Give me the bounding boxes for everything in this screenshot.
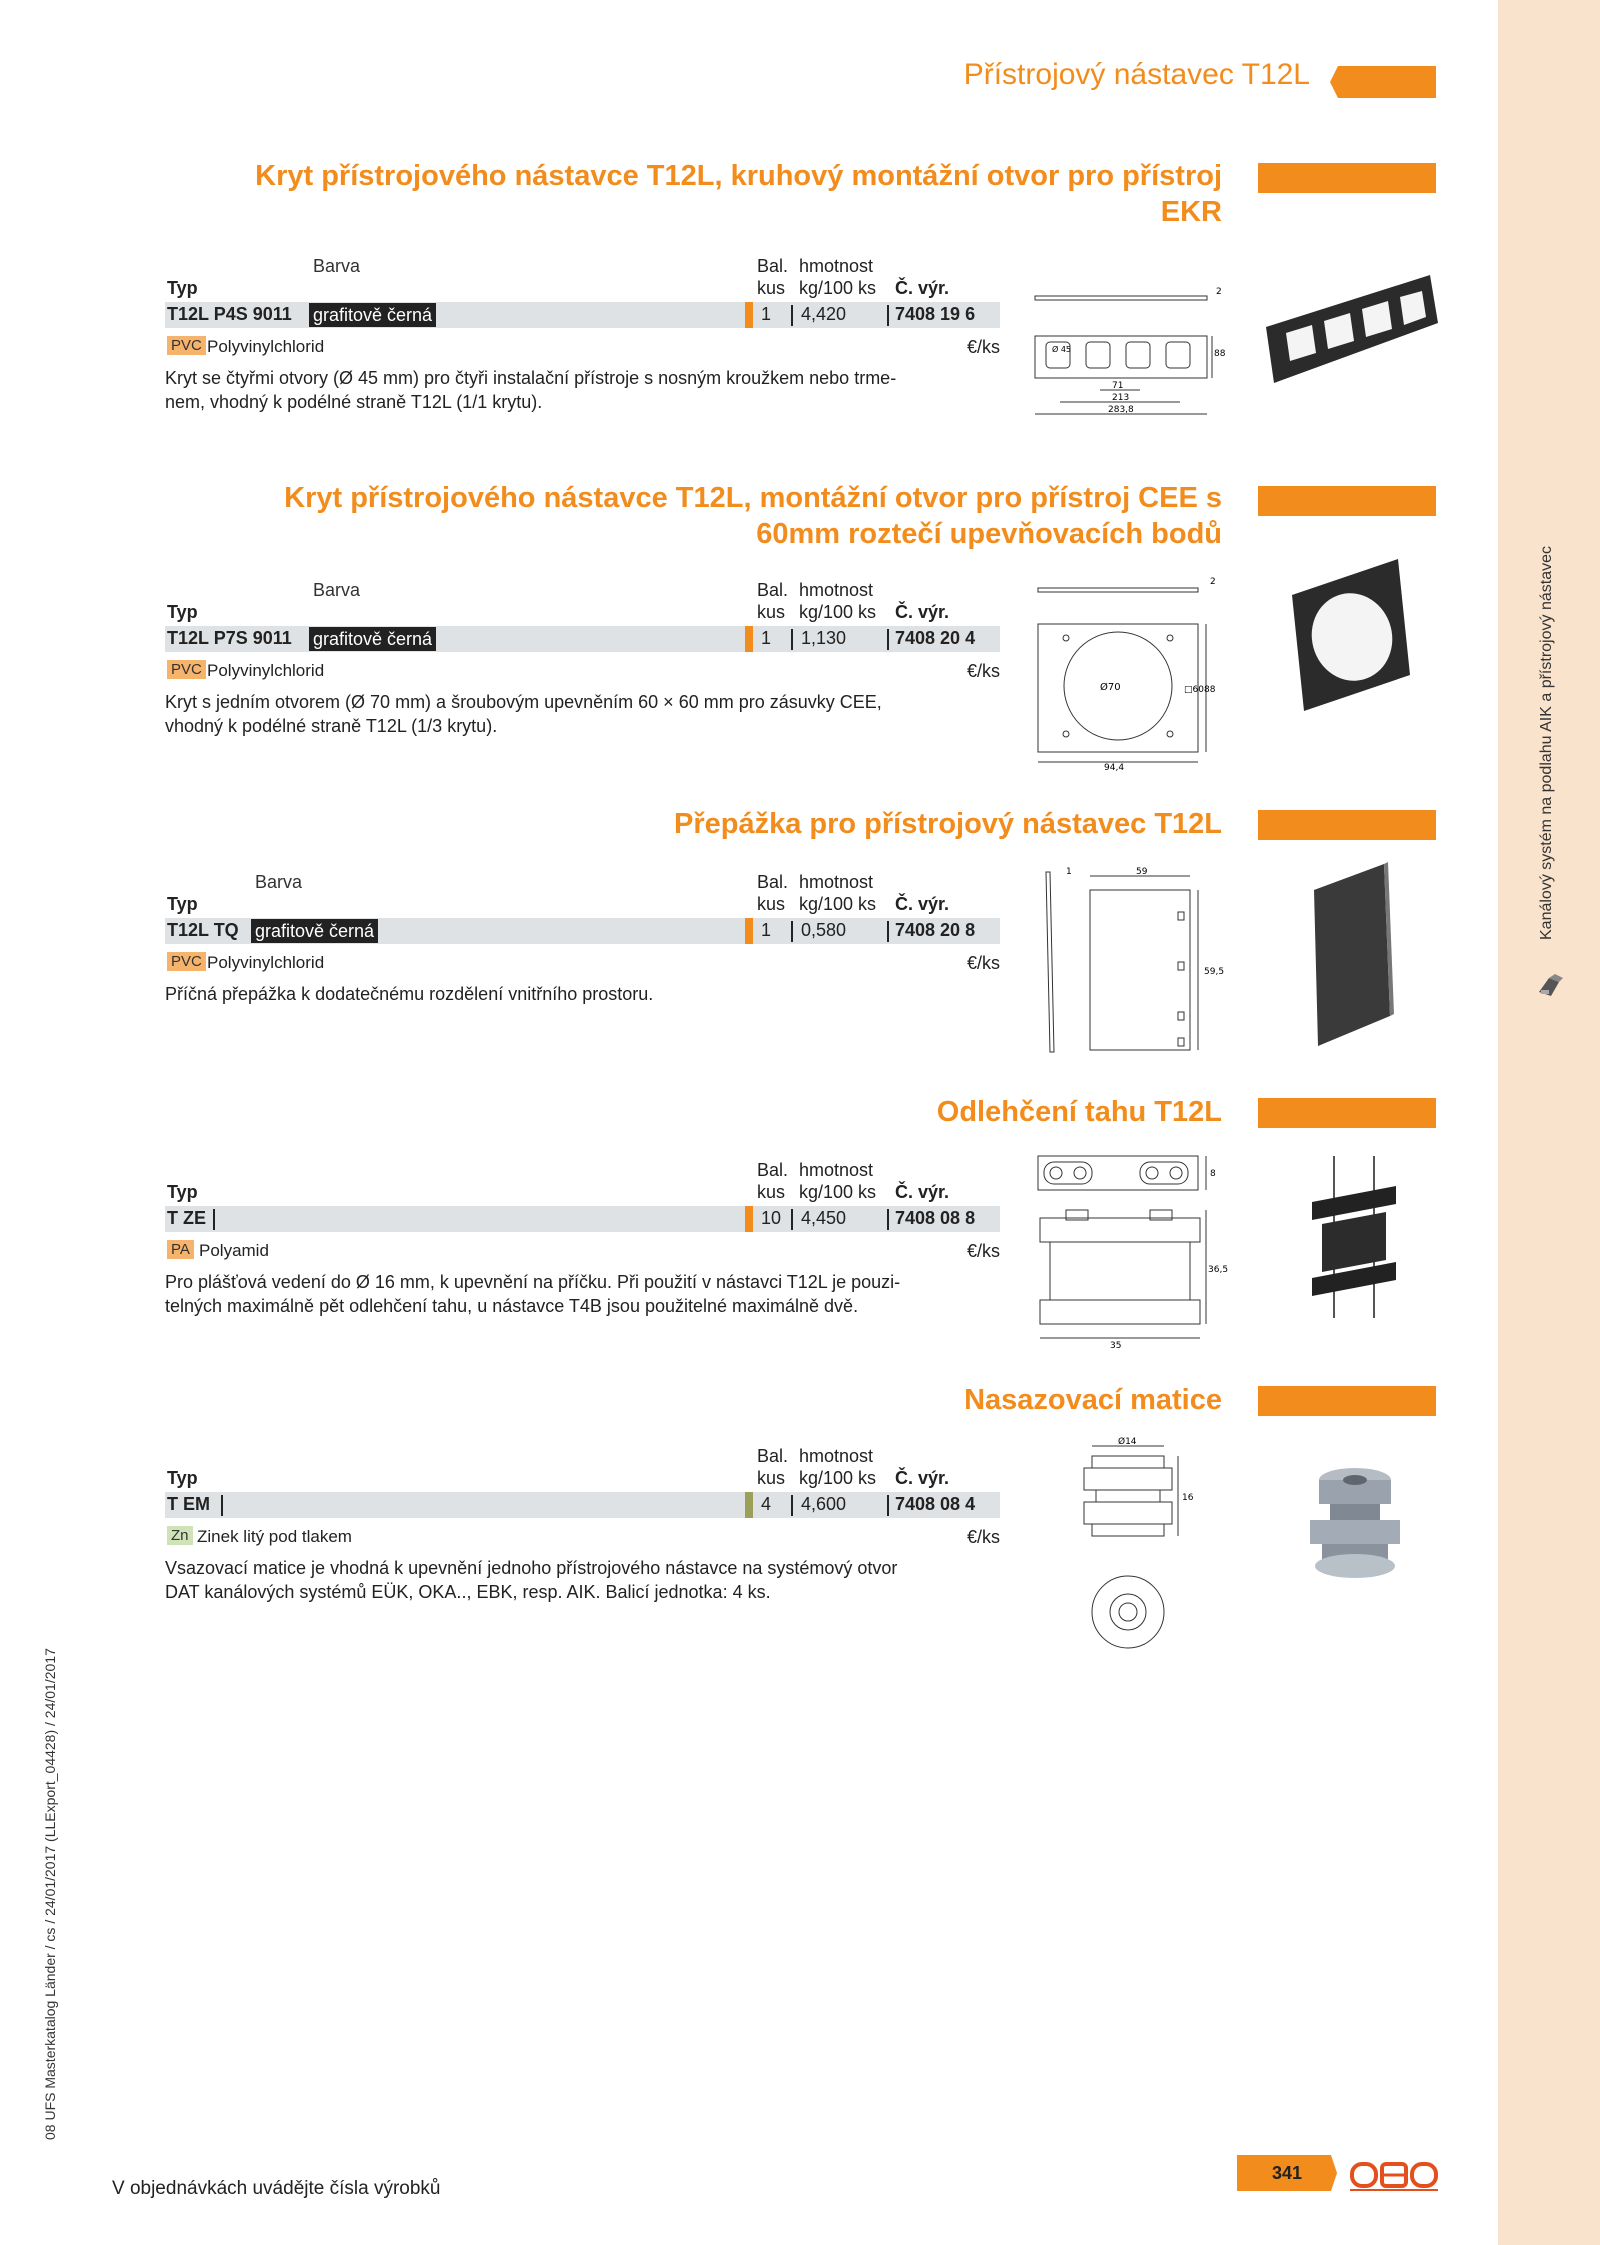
table-row: T ZE 10 4,450 7408 08 8 (165, 1206, 1000, 1232)
product-table: Barva Typ Bal. kus hmotnost kg/100 ks Č. výr. T12L TQ grafitově černá 1 0,580 7408 20 8 PVC Polyvinylchlorid €/ks Příčná přepážka k dodatečnému rozdělení vnitřního prostoru. (165, 872, 1000, 1004)
svg-text:1: 1 (1066, 867, 1072, 877)
svg-text:88: 88 (1214, 349, 1226, 359)
side-strip (1498, 0, 1600, 2245)
table-row: T12L P7S 9011 grafitově černá 1 1,130 7408 20 4 (165, 626, 1000, 652)
svg-text:59,5: 59,5 (1204, 967, 1225, 977)
section-marker (1258, 1098, 1436, 1128)
technical-drawing (1030, 572, 1220, 772)
product-photo (1262, 265, 1442, 395)
section-title: Kryt přístrojového nástavce T12L, montážní otvor pro přístroj CEE s 60mm roztečí upevňovacích bodů (284, 482, 1222, 550)
svg-text:36,5: 36,5 (1208, 1265, 1229, 1275)
svg-text:□60: □60 (1184, 685, 1204, 695)
description: Pro plášťová vedení do Ø 16 mm, k upevnění na příčku. Při použití v nástavci T12L je pouzi- telných maximálně pět odlehčení tahu, u nástavce T4B jsou použitelné maximálně dvě. (165, 1272, 901, 1316)
page-title: Přístrojový nástavec T12L (963, 58, 1310, 91)
technical-drawing (1040, 862, 1225, 1062)
svg-text:283,8: 283,8 (1108, 405, 1134, 415)
svg-text:94,4: 94,4 (1104, 763, 1125, 773)
section-title: Odlehčení tahu T12L (936, 1096, 1222, 1128)
technical-drawing (1030, 1148, 1229, 1351)
section-marker (1258, 486, 1436, 516)
product-photo (1300, 860, 1400, 1050)
section-marker (1258, 810, 1436, 840)
svg-text:213: 213 (1112, 393, 1130, 403)
svg-text:59: 59 (1136, 867, 1148, 877)
technical-drawing (1070, 1436, 1200, 1656)
table-row: T EM 4 4,600 7408 08 4 (165, 1492, 1000, 1518)
product-photo (1282, 555, 1422, 715)
cable-tray-icon (1535, 970, 1565, 1000)
section-title: Kryt přístrojového nástavce T12L, kruhový montážní otvor pro přístroj EKR (255, 160, 1222, 228)
product-table: Barva Typ Bal. kus hmotnost kg/100 ks Č. výr. T12L P7S 9011 grafitově černá 1 1,130 7408 20 4 PVC Polyvinylchlorid €/ks Kryt s jedním otvorem (Ø 70 mm) a šroubovým upevněním 60 × 60 mm pro zásuvky CEE, vhodný k podélné straně T12L (1/3 krytu). (165, 580, 1000, 736)
footer-note: V objednávkách uvádějte čísla výrobků (112, 2178, 441, 2199)
svg-text:8: 8 (1210, 1169, 1216, 1179)
svg-text:Ø 45: Ø 45 (1052, 345, 1072, 354)
svg-text:35: 35 (1110, 1341, 1122, 1351)
svg-text:88: 88 (1204, 685, 1216, 695)
obo-logo (1350, 2158, 1438, 2192)
product-table: Typ Bal. kus hmotnost kg/100 ks Č. výr. T EM 4 4,600 7408 08 4 Zn Zinek litý pod tlakem €/ks Vsazovací matice je vhodná k upevnění jednoho přístrojového nástavce na systémový otvor DAT kanálových systémů EÜK, OKA.., EBK, resp. AIK. Balicí jednotka: 4 ks. (165, 1446, 1000, 1602)
header-tab (1330, 66, 1436, 98)
page-number: 341 (1271, 2163, 1303, 2183)
product-photo (1304, 1152, 1404, 1322)
product-table: Typ Bal. kus hmotnost kg/100 ks Č. výr. T ZE 10 4,450 7408 08 8 PA Polyamid €/ks Pro plášťová vedení do Ø 16 mm, k upevnění na příčku. Při použití v nástavci T12L je pouzi- telných maximálně pět odlehčení tahu, u nástavce T4B jsou použitelné maximálně dvě. (165, 1160, 1000, 1316)
product-photo (1300, 1462, 1410, 1592)
table-row: T12L TQ grafitově černá 1 0,580 7408 20 8 (165, 918, 1000, 944)
description: Kryt s jedním otvorem (Ø 70 mm) a šroubovým upevněním 60 × 60 mm pro zásuvky CEE, vhodný k podélné straně T12L (1/3 krytu). (165, 692, 882, 736)
table-row: T12L P4S 9011 grafitově černá 1 4,420 7408 19 6 (165, 302, 1000, 328)
svg-text:Ø14: Ø14 (1118, 1437, 1137, 1447)
svg-text:71: 71 (1112, 381, 1124, 391)
product-table: Barva Typ Bal. kus hmotnost kg/100 ks Č. výr. T12L P4S 9011 grafitově černá 1 4,420 7408 19 6 PVC Polyvinylchlorid €/ks Kryt se čtyřmi otvory (Ø 45 mm) pro čtyři instalační přístroje s nosným kroužkem nebo trme- nem, vhodný k podélné straně T12L (1/1 krytu). (165, 256, 1000, 412)
section-marker (1258, 1386, 1436, 1416)
section-title: Přepážka pro přístrojový nástavec T12L (674, 808, 1222, 840)
description: Vsazovací matice je vhodná k upevnění jednoho přístrojového nástavce na systémový otvor DAT kanálových systémů EÜK, OKA.., EBK, resp. AIK. Balicí jednotka: 4 ks. (165, 1558, 898, 1602)
svg-text:2: 2 (1210, 577, 1216, 587)
description: Příčná přepážka k dodatečnému rozdělení vnitřního prostoru. (165, 984, 654, 1004)
description: Kryt se čtyřmi otvory (Ø 45 mm) pro čtyři instalační přístroje s nosným kroužkem nebo trme- nem, vhodný k podélné straně T12L (1/1 krytu). (165, 368, 897, 412)
svg-text:2: 2 (1216, 287, 1222, 297)
svg-text:16: 16 (1182, 1493, 1194, 1503)
svg-text:Ø70: Ø70 (1100, 682, 1121, 693)
section-marker (1258, 163, 1436, 193)
section-title: Nasazovací matice (964, 1384, 1222, 1416)
technical-drawing (1030, 280, 1226, 420)
